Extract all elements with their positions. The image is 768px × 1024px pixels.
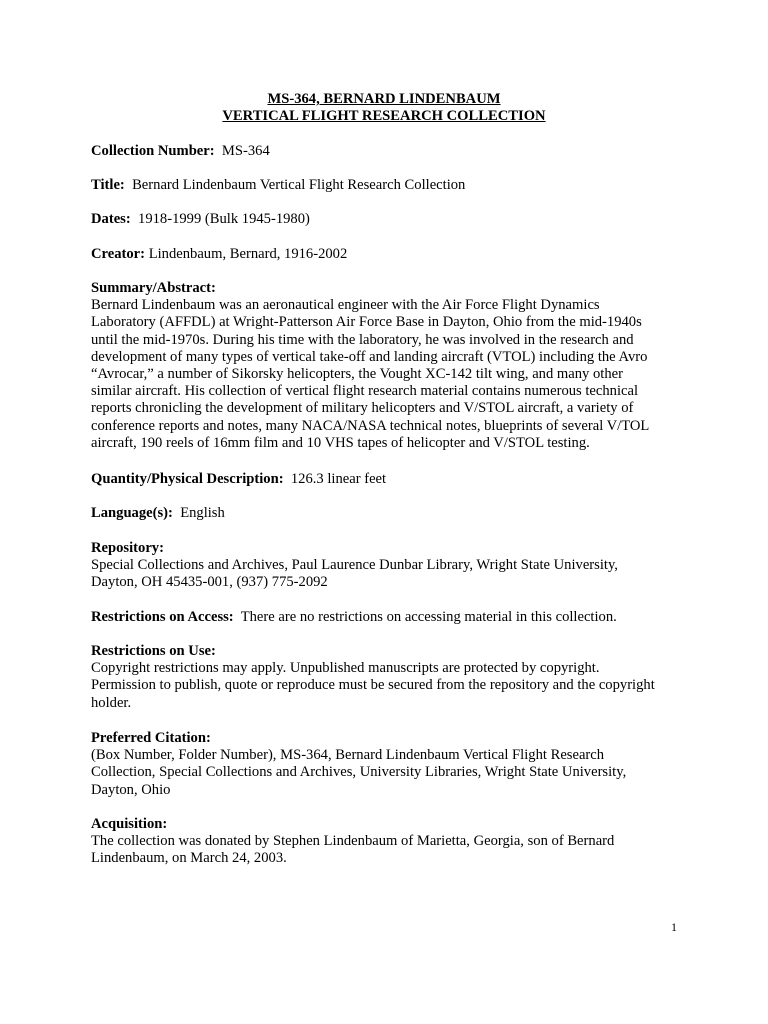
summary-line: until the mid-1970s. During his time with the laboratory, he was involved in the research and — [91, 331, 634, 348]
collection-number-field — [91, 143, 691, 160]
summary-line: Laboratory (AFFDL) at Wright-Patterson Air Force Base in Dayton, Ohio from the mid-1940s — [91, 314, 642, 331]
summary-line: Bernard Lindenbaum was an aeronautical engineer with the Air Force Flight Dynamics — [91, 297, 600, 314]
restrictions-use-line: holder. — [91, 694, 132, 711]
summary-line: reports chronicling the development of military helicopters and V/STOL aircraft, a variety of — [91, 400, 634, 417]
repository-line: Dayton, OH 45435-001, (937) 775-2092 — [91, 574, 328, 591]
restrictions-use-section — [91, 643, 691, 712]
dates-label: Dates: — [91, 211, 131, 227]
creator-value: Lindenbaum, Bernard, 1916-2002 — [148, 246, 348, 262]
title-label: Title: — [91, 177, 125, 193]
restrictions-access-value: There are no restrictions on accessing material in this collection. — [240, 609, 617, 625]
dates-value: 1918-1999 (Bulk 1945-1980) — [138, 211, 310, 227]
quantity-field — [91, 471, 691, 488]
title-value: Bernard Lindenbaum Vertical Flight Research Collection — [132, 177, 466, 193]
acquisition-line: The collection was donated by Stephen Lindenbaum of Marietta, Georgia, son of Bernard — [91, 833, 615, 850]
language-label: Language(s): — [91, 505, 173, 521]
summary-label: Summary/Abstract: — [91, 280, 216, 296]
citation-line: Collection, Special Collections and Archives, University Libraries, Wright State University, — [91, 764, 627, 781]
document-header-line-1: MS-364, BERNARD LINDENBAUM — [267, 91, 501, 107]
summary-section — [91, 280, 691, 452]
restrictions-use-line: Copyright restrictions may apply. Unpublished manuscripts are protected by copyright. — [91, 660, 600, 677]
summary-line: similar aircraft. His collection of vertical flight research material contains numerous technical — [91, 383, 639, 400]
repository-line: Special Collections and Archives, Paul Laurence Dunbar Library, Wright State University, — [91, 557, 618, 574]
acquisition-line: Lindenbaum, on March 24, 2003. — [91, 850, 287, 867]
collection-number-value: MS-364 — [221, 143, 270, 159]
summary-line: aircraft, 190 reels of 16mm film and 10 VHS tapes of helicopter and V/STOL testing. — [91, 434, 590, 451]
citation-line: (Box Number, Folder Number), MS-364, Bernard Lindenbaum Vertical Flight Research — [91, 747, 605, 764]
quantity-label: Quantity/Physical Description: — [91, 471, 284, 487]
page-number: 1 — [671, 920, 677, 934]
citation-line: Dayton, Ohio — [91, 781, 171, 798]
collection-number-label: Collection Number: — [91, 143, 215, 159]
language-field — [91, 505, 691, 522]
restrictions-access-field — [91, 609, 691, 626]
restrictions-use-label: Restrictions on Use: — [91, 643, 216, 659]
quantity-value: 126.3 linear feet — [290, 471, 387, 487]
acquisition-label: Acquisition: — [91, 816, 168, 832]
creator-field — [91, 246, 691, 263]
repository-label: Repository: — [91, 540, 164, 556]
restrictions-use-line: Permission to publish, quote or reproduce must be secured from the repository and the copyright — [91, 677, 655, 694]
language-value: English — [180, 505, 225, 521]
summary-line: “Avrocar,” a number of Sikorsky helicopters, the Vought XC-142 tilt wing, and many other — [91, 366, 623, 383]
restrictions-access-label: Restrictions on Access: — [91, 609, 234, 625]
title-field — [91, 177, 691, 194]
summary-line: conference reports and notes, many NACA/NASA technical notes, blueprints of several V/TOL — [91, 417, 650, 434]
dates-field — [91, 211, 691, 228]
repository-section — [91, 540, 691, 592]
creator-label: Creator: — [91, 246, 146, 262]
citation-label: Preferred Citation: — [91, 730, 211, 746]
citation-section — [91, 730, 691, 799]
acquisition-section — [91, 816, 691, 868]
document-header-line-2: VERTICAL FLIGHT RESEARCH COLLECTION — [222, 108, 546, 124]
summary-line: development of many types of vertical take-off and landing aircraft (VTOL) including the Avro — [91, 348, 648, 365]
